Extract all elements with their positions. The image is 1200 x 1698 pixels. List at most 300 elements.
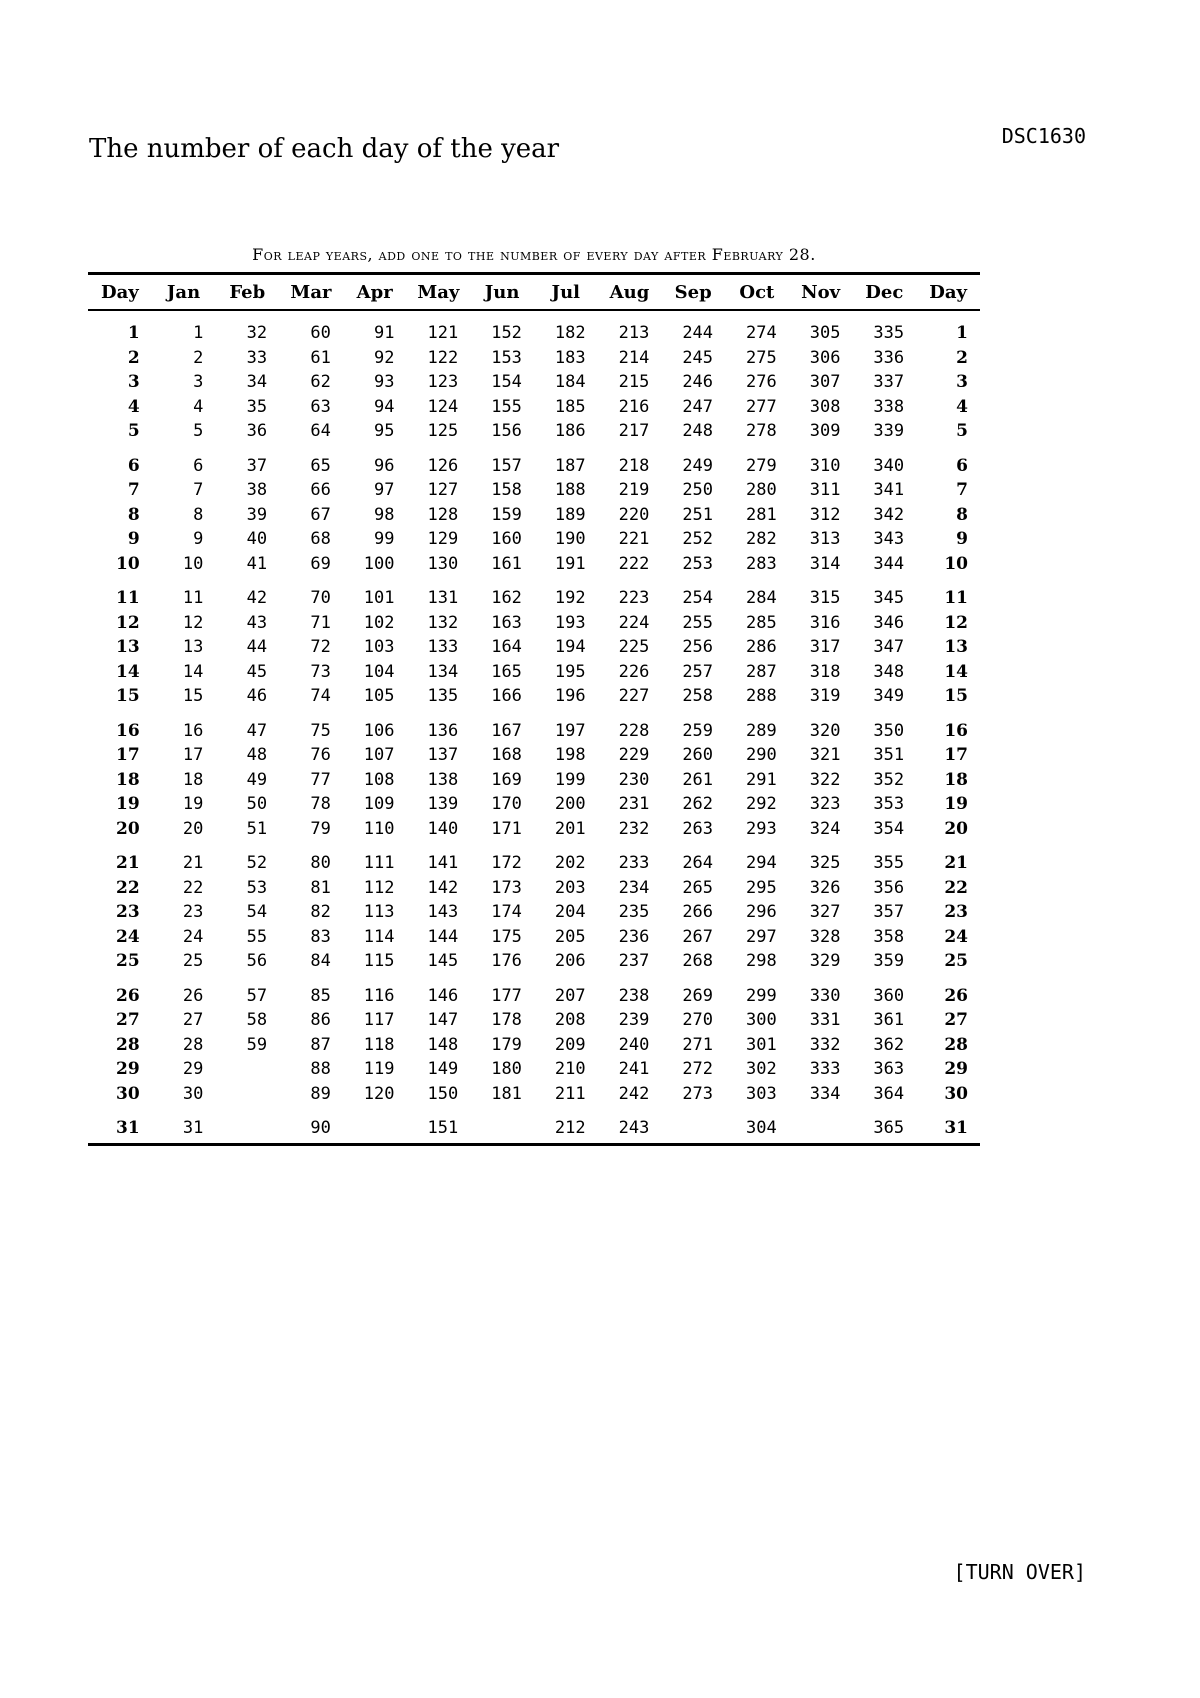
day-number-cell: 145 [427, 951, 459, 972]
day-number-cell: 220 [618, 504, 650, 525]
day-number-cell: 142 [427, 877, 459, 898]
table-row [88, 792, 980, 817]
day-number-cell: 98 [374, 504, 395, 525]
day-number-cell: 39 [246, 504, 268, 525]
day-label-cell: 10 [116, 553, 140, 574]
day-number-cell: 341 [873, 480, 905, 501]
day-number-cell: 218 [618, 455, 650, 476]
day-label-cell: 18 [944, 769, 968, 790]
day-label-cell: 15 [944, 686, 968, 707]
day-number-cell: 312 [809, 504, 841, 525]
day-number-cell: 350 [873, 720, 905, 741]
day-label-cell: 17 [944, 745, 968, 766]
day-number-cell: 185 [554, 396, 586, 417]
day-number-cell: 362 [873, 1034, 905, 1055]
day-number-cell: 96 [374, 455, 395, 476]
day-number-cell: 327 [809, 902, 841, 923]
day-label-cell: 6 [956, 455, 968, 476]
day-label-cell: 2 [956, 347, 968, 368]
day-number-cell: 221 [618, 529, 650, 550]
day-number-cell [789, 1106, 853, 1144]
day-number-cell: 121 [427, 323, 459, 344]
day-number-cell: 140 [427, 818, 459, 839]
day-number-cell: 57 [246, 985, 268, 1006]
day-number-cell: 65 [310, 455, 331, 476]
day-number-cell: 187 [554, 455, 586, 476]
day-number-cell: 100 [363, 553, 395, 574]
day-number-cell: 136 [427, 720, 459, 741]
day-number-cell: 101 [363, 588, 395, 609]
day-label-cell: 9 [127, 529, 140, 550]
day-number-cell: 112 [363, 877, 395, 898]
day-number-cell: 349 [873, 686, 905, 707]
day-number-cell: 282 [746, 529, 777, 550]
day-number-cell: 80 [310, 853, 331, 874]
table-row [88, 346, 980, 371]
day-label-cell: 13 [116, 637, 140, 658]
day-number-cell: 292 [746, 794, 777, 815]
day-label-cell: 23 [116, 902, 140, 923]
table-row [88, 527, 980, 552]
day-number-cell: 166 [491, 686, 522, 707]
day-number-cell: 216 [618, 396, 650, 417]
day-label-cell: 26 [116, 985, 140, 1006]
day-number-cell: 172 [491, 853, 522, 874]
day-number-cell: 160 [491, 529, 522, 550]
day-number-cell: 31 [152, 1106, 216, 1144]
day-label-cell: 1 [127, 323, 140, 344]
day-number-cell: 126 [427, 455, 459, 476]
day-number-cell: 168 [491, 745, 522, 766]
day-label-cell: 16 [944, 720, 968, 741]
day-number-cell: 208 [554, 1010, 586, 1031]
day-label-cell: 17 [116, 745, 140, 766]
day-number-cell: 13 [182, 637, 204, 658]
day-number-cell: 324 [809, 818, 841, 839]
day-number-cell [470, 1106, 534, 1144]
day-number-cell: 310 [809, 455, 841, 476]
day-number-cell: 330 [809, 985, 841, 1006]
day-number-cell: 144 [427, 926, 459, 947]
day-number-cell: 184 [554, 372, 586, 393]
day-label-cell: 28 [944, 1034, 968, 1055]
day-number-cell: 9 [193, 529, 204, 550]
day-number-cell: 120 [363, 1083, 395, 1104]
day-number-cell: 95 [374, 421, 395, 442]
day-number-cell: 17 [182, 745, 204, 766]
day-number-cell [215, 1082, 279, 1107]
day-number-cell: 222 [618, 553, 650, 574]
day-number-cell: 361 [873, 1010, 905, 1031]
column-header: Oct [725, 274, 789, 311]
day-number-cell: 338 [873, 396, 905, 417]
day-number-cell: 7 [193, 480, 204, 501]
document-code: DSC1630 [1001, 124, 1086, 148]
day-number-cell: 203 [554, 877, 586, 898]
day-label-cell: 22 [944, 877, 968, 898]
day-number-cell: 161 [491, 553, 522, 574]
day-number-cell: 225 [618, 637, 650, 658]
day-number-cell: 186 [554, 421, 586, 442]
day-number-cell: 129 [427, 529, 459, 550]
day-number-cell: 329 [809, 951, 841, 972]
day-number-cell: 315 [809, 588, 841, 609]
day-number-cell: 351 [873, 745, 905, 766]
day-number-cell: 297 [746, 926, 777, 947]
day-label-cell: 5 [956, 421, 968, 442]
day-number-cell: 318 [809, 661, 841, 682]
day-number-cell: 305 [809, 323, 841, 344]
day-number-cell: 358 [873, 926, 905, 947]
table-row [88, 743, 980, 768]
column-header: Jul [534, 274, 598, 311]
day-number-cell: 319 [809, 686, 841, 707]
day-number-cell: 260 [682, 745, 714, 766]
day-number-cell: 188 [554, 480, 586, 501]
day-label-cell: 4 [956, 396, 968, 417]
day-label-cell: 30 [944, 1083, 968, 1104]
day-number-cell: 356 [873, 877, 905, 898]
day-number-cell: 296 [746, 902, 777, 923]
day-number-cell: 202 [554, 853, 586, 874]
day-number-cell: 247 [682, 396, 714, 417]
day-number-cell: 244 [682, 323, 714, 344]
day-number-cell: 339 [873, 421, 905, 442]
day-number-cell: 246 [682, 372, 714, 393]
day-number-cell: 337 [873, 372, 905, 393]
day-number-cell: 42 [246, 588, 268, 609]
column-header: Jun [470, 274, 534, 311]
day-label-cell: 1 [956, 323, 968, 344]
day-number-cell: 227 [618, 686, 650, 707]
column-header: Day [916, 274, 980, 311]
day-number-cell: 262 [682, 794, 714, 815]
table-row [88, 768, 980, 793]
day-number-cell: 258 [682, 686, 714, 707]
day-number-cell: 71 [310, 612, 331, 633]
day-number-cell: 209 [554, 1034, 586, 1055]
day-number-cell: 233 [618, 853, 650, 874]
day-number-cell: 224 [618, 612, 650, 633]
day-number-cell: 275 [746, 347, 777, 368]
day-number-cell: 20 [182, 818, 204, 839]
day-number-cell: 181 [491, 1083, 522, 1104]
day-number-cell: 41 [246, 553, 268, 574]
day-number-cell: 236 [618, 926, 650, 947]
day-number-cell: 288 [746, 686, 777, 707]
day-number-cell: 48 [246, 745, 268, 766]
day-number-cell: 255 [682, 612, 714, 633]
day-number-cell: 278 [746, 421, 777, 442]
day-number-cell: 92 [374, 347, 395, 368]
day-number-cell: 293 [746, 818, 777, 839]
day-number-cell: 165 [491, 661, 522, 682]
table-row [88, 949, 980, 974]
table-row [88, 684, 980, 709]
day-number-cell: 53 [246, 877, 268, 898]
day-number-cell: 153 [491, 347, 522, 368]
day-label-cell: 11 [116, 588, 140, 609]
day-number-cell: 61 [310, 347, 331, 368]
day-label-cell: 29 [944, 1059, 968, 1080]
day-number-cell: 64 [310, 421, 331, 442]
day-number-cell: 298 [746, 951, 777, 972]
day-number-cell: 32 [246, 323, 268, 344]
table-row [88, 925, 980, 950]
day-number-cell: 357 [873, 902, 905, 923]
day-number-cell: 180 [491, 1059, 522, 1080]
day-number-cell: 50 [246, 794, 268, 815]
day-number-cell: 245 [682, 347, 714, 368]
day-number-cell: 51 [246, 818, 268, 839]
day-number-cell: 16 [182, 720, 204, 741]
table-row [88, 1057, 980, 1082]
day-number-cell: 354 [873, 818, 905, 839]
day-number-cell: 94 [374, 396, 395, 417]
day-number-cell: 223 [618, 588, 650, 609]
day-number-cell: 62 [310, 372, 331, 393]
day-number-cell: 147 [427, 1010, 459, 1031]
day-number-cell: 99 [374, 529, 395, 550]
day-number-cell: 347 [873, 637, 905, 658]
day-number-cell: 248 [682, 421, 714, 442]
day-number-cell: 158 [491, 480, 522, 501]
day-number-cell: 26 [182, 985, 204, 1006]
day-number-cell: 93 [374, 372, 395, 393]
day-number-cell: 252 [682, 529, 714, 550]
day-number-cell: 37 [246, 455, 268, 476]
day-number-cell: 205 [554, 926, 586, 947]
day-number-cell: 253 [682, 553, 714, 574]
column-header: Jan [152, 274, 216, 311]
day-number-cell: 359 [873, 951, 905, 972]
day-number-cell: 235 [618, 902, 650, 923]
table-row [88, 552, 980, 577]
day-number-cell: 47 [246, 720, 268, 741]
day-number-cell: 38 [246, 480, 268, 501]
day-number-cell: 25 [182, 951, 204, 972]
day-number-cell: 21 [182, 853, 204, 874]
day-number-cell: 105 [363, 686, 395, 707]
day-label-cell: 27 [116, 1010, 140, 1031]
day-label-cell: 23 [944, 902, 968, 923]
day-number-cell: 36 [246, 421, 268, 442]
day-number-cell: 18 [182, 769, 204, 790]
day-number-cell: 43 [246, 612, 268, 633]
day-number-cell: 63 [310, 396, 331, 417]
day-number-cell: 14 [182, 661, 204, 682]
day-label-cell: 27 [944, 1010, 968, 1031]
day-number-cell: 130 [427, 553, 459, 574]
table-row [88, 370, 980, 395]
day-label-cell: 3 [127, 372, 140, 393]
table-row [88, 503, 980, 528]
day-number-cell: 274 [746, 323, 777, 344]
day-number-cell: 201 [554, 818, 586, 839]
column-header: Feb [215, 274, 279, 311]
day-number-cell: 52 [246, 853, 268, 874]
day-label-cell: 21 [116, 853, 140, 874]
day-number-cell: 128 [427, 504, 459, 525]
day-number-cell: 171 [491, 818, 522, 839]
day-number-cell: 108 [363, 769, 395, 790]
day-number-cell: 194 [554, 637, 586, 658]
day-number-cell: 267 [682, 926, 714, 947]
day-number-cell: 207 [554, 985, 586, 1006]
day-label-cell: 12 [944, 612, 968, 633]
day-number-cell: 289 [746, 720, 777, 741]
day-number-cell: 322 [809, 769, 841, 790]
day-number-cell: 90 [279, 1106, 343, 1144]
day-number-cell: 290 [746, 745, 777, 766]
day-number-cell: 217 [618, 421, 650, 442]
day-number-cell: 155 [491, 396, 522, 417]
day-number-cell: 58 [246, 1010, 268, 1031]
day-number-cell: 232 [618, 818, 650, 839]
day-label-cell: 31 [88, 1106, 152, 1144]
day-number-cell: 4 [193, 396, 204, 417]
day-number-cell: 141 [427, 853, 459, 874]
day-number-cell: 309 [809, 421, 841, 442]
day-number-cell: 189 [554, 504, 586, 525]
day-number-cell: 76 [310, 745, 331, 766]
column-header: May [407, 274, 471, 311]
day-number-cell: 210 [554, 1059, 586, 1080]
day-number-cell: 127 [427, 480, 459, 501]
day-number-cell: 182 [554, 323, 586, 344]
day-number-cell: 97 [374, 480, 395, 501]
day-number-cell: 19 [182, 794, 204, 815]
day-number-cell: 28 [182, 1034, 204, 1055]
day-number-cell: 134 [427, 661, 459, 682]
day-number-cell: 77 [310, 769, 331, 790]
day-number-cell: 321 [809, 745, 841, 766]
day-number-cell: 365 [852, 1106, 916, 1144]
day-number-cell: 148 [427, 1034, 459, 1055]
day-number-cell: 40 [246, 529, 268, 550]
day-number-cell: 131 [427, 588, 459, 609]
day-number-cell: 277 [746, 396, 777, 417]
day-number-cell: 179 [491, 1034, 522, 1055]
day-number-cell: 152 [491, 323, 522, 344]
day-label-cell: 20 [944, 818, 968, 839]
day-number-cell: 133 [427, 637, 459, 658]
table-row [88, 1008, 980, 1033]
day-number-cell: 138 [427, 769, 459, 790]
day-number-cell: 114 [363, 926, 395, 947]
day-number-cell: 178 [491, 1010, 522, 1031]
day-label-cell: 14 [944, 661, 968, 682]
day-number-cell: 46 [246, 686, 268, 707]
day-number-cell: 348 [873, 661, 905, 682]
day-number-cell: 78 [310, 794, 331, 815]
day-label-cell: 18 [116, 769, 140, 790]
day-number-cell: 2 [193, 347, 204, 368]
table-row [88, 709, 980, 744]
day-number-cell: 6 [193, 455, 204, 476]
day-number-cell: 360 [873, 985, 905, 1006]
day-number-cell: 325 [809, 853, 841, 874]
day-number-cell: 333 [809, 1059, 841, 1080]
day-number-cell: 143 [427, 902, 459, 923]
day-number-cell: 74 [310, 686, 331, 707]
day-label-cell: 28 [116, 1034, 140, 1055]
day-number-cell: 335 [873, 323, 905, 344]
day-label-cell: 24 [116, 926, 140, 947]
day-number-cell: 192 [554, 588, 586, 609]
day-number-cell: 27 [182, 1010, 204, 1031]
day-number-cell: 118 [363, 1034, 395, 1055]
day-label-cell: 19 [116, 794, 140, 815]
table-row [88, 1082, 980, 1107]
day-number-cell: 175 [491, 926, 522, 947]
day-label-cell: 8 [956, 504, 968, 525]
day-number-cell: 117 [363, 1010, 395, 1031]
day-number-cell: 200 [554, 794, 586, 815]
day-number-cell: 279 [746, 455, 777, 476]
day-number-cell: 344 [873, 553, 905, 574]
day-number-cell: 124 [427, 396, 459, 417]
day-number-cell: 119 [363, 1059, 395, 1080]
day-number-cell: 243 [598, 1106, 662, 1144]
day-number-cell: 300 [746, 1010, 777, 1031]
day-number-cell: 85 [310, 985, 331, 1006]
day-number-cell: 276 [746, 372, 777, 393]
day-number-cell: 230 [618, 769, 650, 790]
day-number-cell: 12 [182, 612, 204, 633]
day-number-cell: 291 [746, 769, 777, 790]
day-number-cell: 69 [310, 553, 331, 574]
day-label-cell: 6 [127, 455, 140, 476]
day-number-cell: 213 [618, 323, 650, 344]
day-number-cell: 269 [682, 985, 714, 1006]
day-label-cell: 8 [127, 504, 140, 525]
day-number-cell: 103 [363, 637, 395, 658]
day-label-cell: 20 [116, 818, 140, 839]
day-number-cell: 346 [873, 612, 905, 633]
day-number-cell: 254 [682, 588, 714, 609]
day-label-cell: 22 [116, 877, 140, 898]
day-number-cell: 299 [746, 985, 777, 1006]
day-number-cell: 157 [491, 455, 522, 476]
table-row [88, 419, 980, 444]
table-body [88, 310, 980, 1144]
day-number-cell: 268 [682, 951, 714, 972]
day-number-cell: 285 [746, 612, 777, 633]
day-label-cell: 9 [956, 529, 968, 550]
day-number-cell: 323 [809, 794, 841, 815]
table-row [88, 974, 980, 1009]
table-row [88, 478, 980, 503]
day-number-cell: 204 [554, 902, 586, 923]
day-number-cell: 364 [873, 1083, 905, 1104]
day-number-cell: 240 [618, 1034, 650, 1055]
day-number-cell: 79 [310, 818, 331, 839]
day-number-cell: 294 [746, 853, 777, 874]
day-number-cell: 308 [809, 396, 841, 417]
day-number-cell: 257 [682, 661, 714, 682]
day-number-cell: 193 [554, 612, 586, 633]
day-label-cell: 2 [127, 347, 140, 368]
day-number-cell: 173 [491, 877, 522, 898]
day-number-cell: 107 [363, 745, 395, 766]
day-number-cell: 169 [491, 769, 522, 790]
day-number-cell: 334 [809, 1083, 841, 1104]
day-label-cell: 5 [127, 421, 140, 442]
table-header-row [88, 274, 980, 311]
day-label-cell: 30 [116, 1083, 140, 1104]
day-number-cell: 183 [554, 347, 586, 368]
